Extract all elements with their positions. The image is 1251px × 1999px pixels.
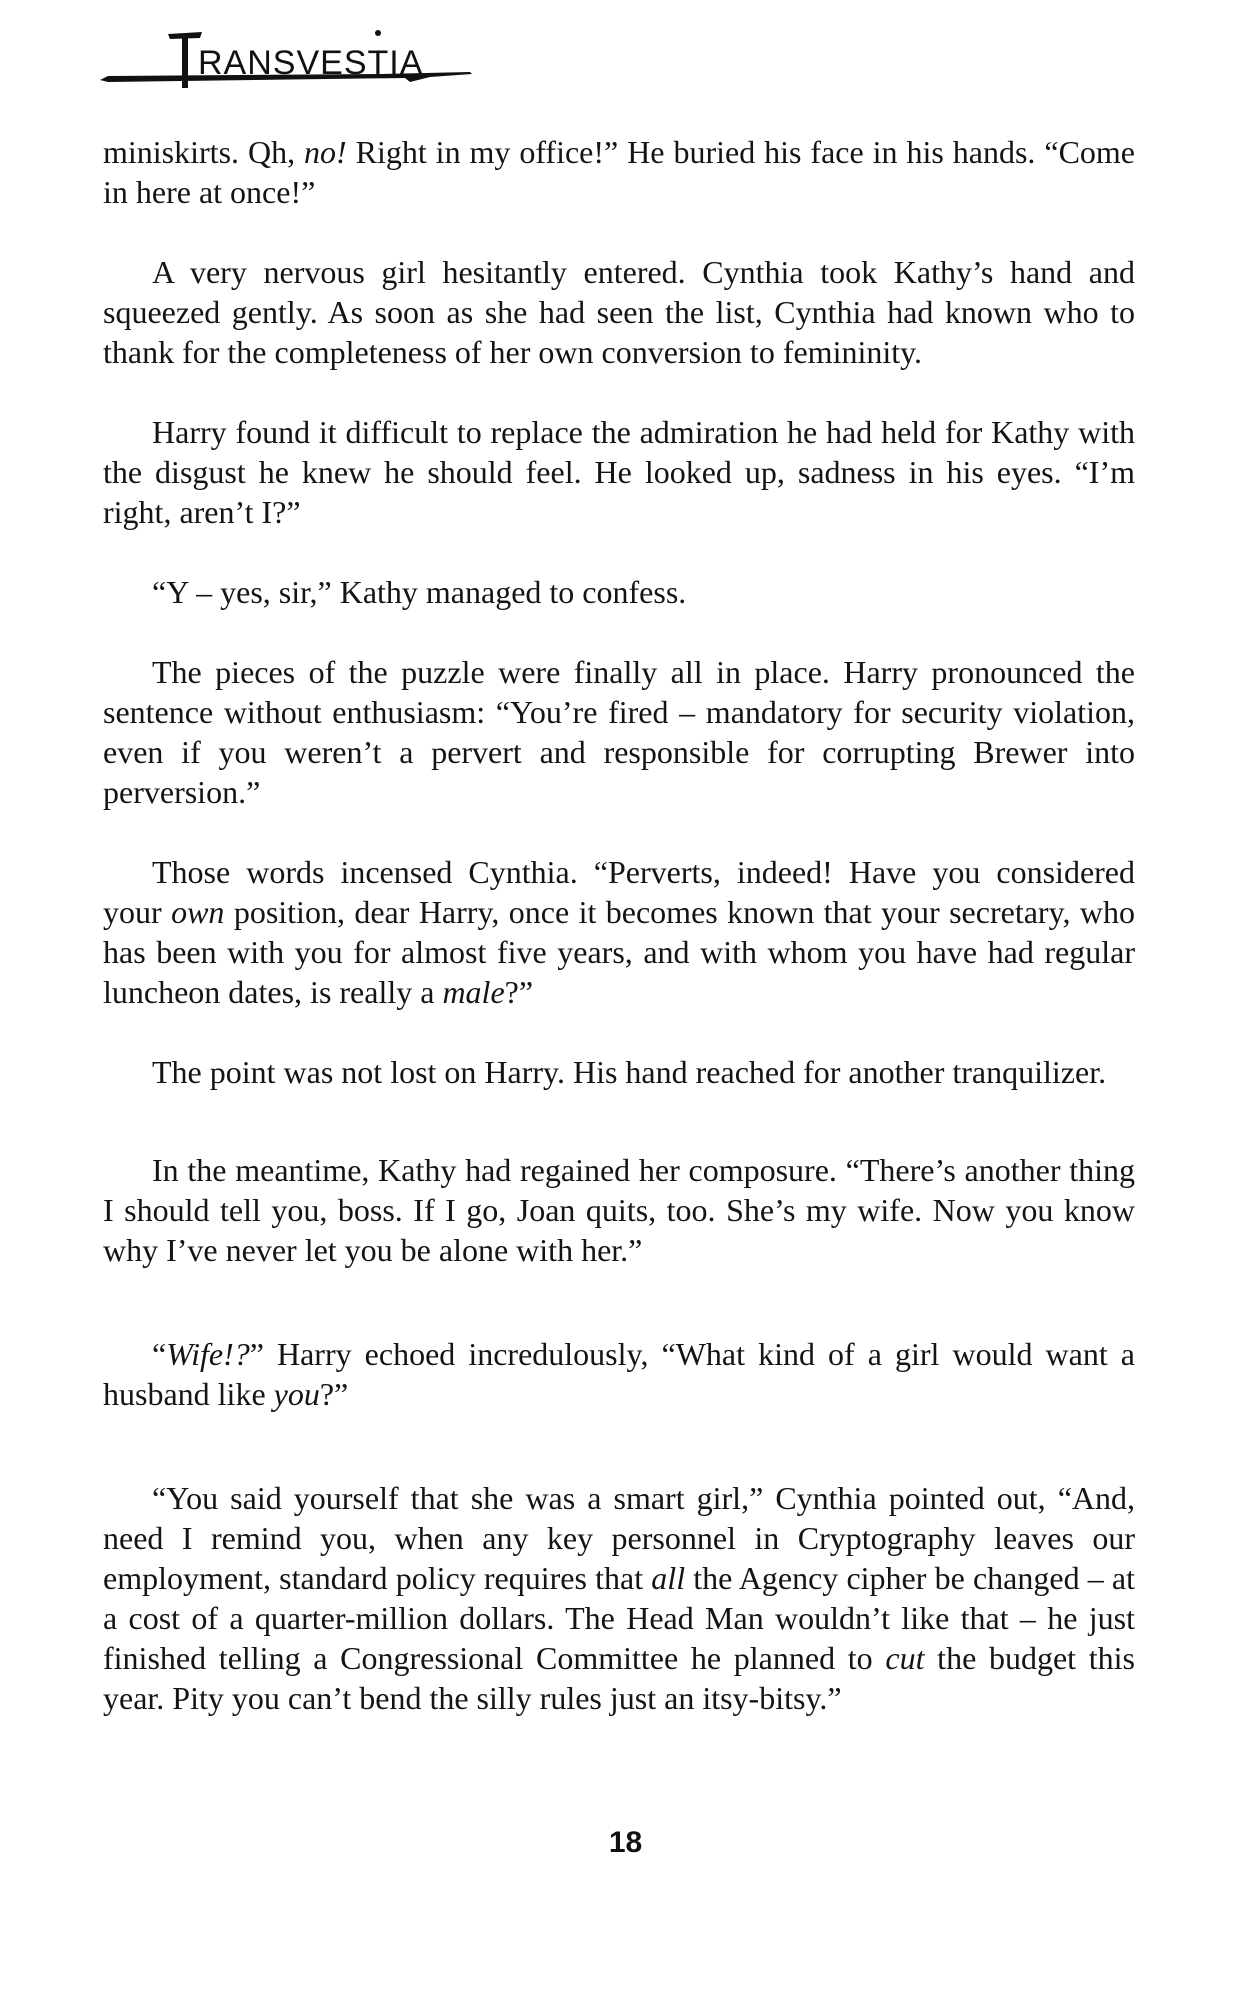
text-run: In the meantime, Kathy had regained her composure. “There’s another thing I should tell you, boss. If I go, Joan quits, too. She’s my wife. Now you know why I’ve never let you be alone with her.” xyxy=(103,1152,1135,1268)
text-run: The pieces of the puzzle were finally all in place. Harry pronounced the sentence without enthusiasm: “You’re fired – mandatory for security violation, even if you weren’t a pervert and responsible for corrupting Brewer into perversion.” xyxy=(103,654,1135,810)
italic-text: cut xyxy=(885,1640,925,1676)
paragraph-5 xyxy=(103,652,1135,812)
text-run: ” Harry echoed incredulously, “What kind of a girl would want a husband like xyxy=(103,1336,1135,1412)
text-run: “You said yourself that she was a smart girl,” Cynthia pointed out, “And, need I remind you, when any key personnel in Cryptography leaves our employment, standard policy requires that xyxy=(103,1480,1135,1596)
logo-wordmark xyxy=(198,44,423,83)
text-run: The point was not lost on Harry. His hand reached for another tranquilizer. xyxy=(152,1054,1107,1090)
text-run: “ xyxy=(152,1336,167,1372)
page-number: 18 xyxy=(608,1826,643,1859)
italic-text: male xyxy=(442,974,505,1010)
paragraph-4 xyxy=(103,572,1135,612)
italic-text: all xyxy=(651,1560,686,1596)
text-run: position, dear Harry, once it becomes known that your secretary, who has been with you for almost five years, and with whom you have had regular luncheon dates, is really a xyxy=(103,894,1135,1010)
paragraph-6 xyxy=(103,852,1135,1012)
italic-text: Wife!? xyxy=(166,1336,250,1372)
paragraph-10 xyxy=(103,1478,1135,1718)
paragraph-9 xyxy=(103,1334,1135,1414)
running-header xyxy=(100,22,480,92)
text-run: the budget this year. Pity you can’t bend the silly rules just an itsy-bitsy.” xyxy=(103,1640,1135,1716)
text-run: ?” xyxy=(319,1376,349,1412)
paragraph-2 xyxy=(103,252,1135,372)
italic-text: no! xyxy=(304,134,347,170)
paragraph-7 xyxy=(103,1052,1135,1092)
text-run: Harry found it difficult to replace the admiration he had held for Kathy with the disgust he knew he should feel. He looked up, sadness in his eyes. “I’m right, aren’t I?” xyxy=(103,414,1135,530)
italic-text: own xyxy=(171,894,225,930)
paragraph-8 xyxy=(103,1150,1135,1270)
italic-text: you xyxy=(273,1376,320,1412)
text-run: the Agency cipher be changed – at a cost of a quarter-million dollars. The Head Man wouldn’t like that – he just finished telling a Congressional Committee he planned to xyxy=(103,1560,1136,1676)
text-run: ?” xyxy=(504,974,534,1010)
paragraph-1 xyxy=(103,132,1135,212)
text-run: A very nervous girl hesitantly entered. Cynthia took Kathy’s hand and squeezed gently. As soon as she had seen the list, Cynthia had known who to thank for the completeness of her own conversion to femininity. xyxy=(103,254,1135,370)
logo-wordmark-text: RANSVESTIA xyxy=(198,44,424,82)
text-run: miniskirts. Qh, xyxy=(103,134,305,170)
text-run: Those words incensed Cynthia. “Perverts, indeed! Have you considered your xyxy=(103,854,1135,930)
text-run: “Y – yes, sir,” Kathy managed to confess. xyxy=(152,574,687,610)
text-run: Right in my office!” He buried his face in his hands. “Come in here at once!” xyxy=(103,134,1136,210)
body-text xyxy=(103,132,1135,1718)
paragraph-3 xyxy=(103,412,1135,532)
